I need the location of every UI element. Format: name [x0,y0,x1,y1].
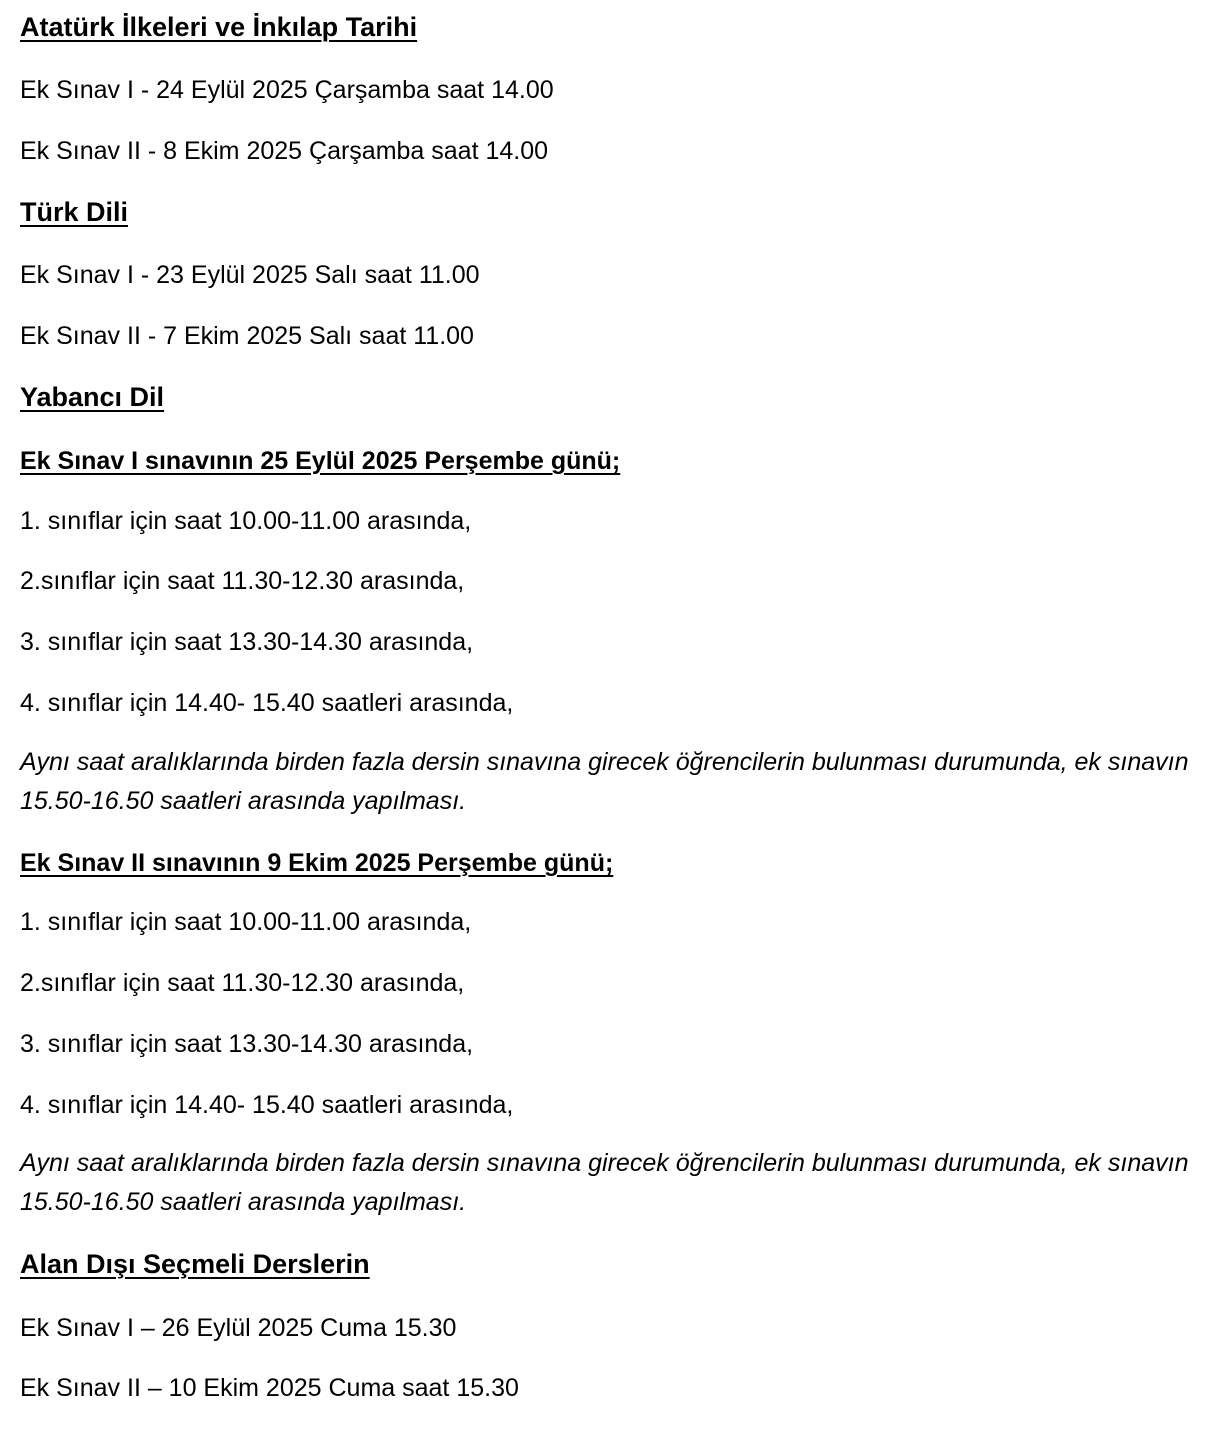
yabanci-dil-exam-2-heading: Ek Sınav II sınavının 9 Ekim 2025 Perşembe günü; [20,849,614,877]
yabanci-dil-exam-1-note: Aynı saat aralıklarında birden fazla dersin sınavına girecek öğrencilerin bulunması durumunda, ek sınavın 15.50-16.50 saatleri arasında yapılması. [20,748,1189,815]
ataturk-exam-2: Ek Sınav II - 8 Ekim 2025 Çarşamba saat 14.00 [20,137,549,165]
section-title-alan-disi: Alan Dışı Seçmeli Derslerin [20,1249,370,1279]
yabanci-dil-exam-2-item: 3. sınıflar için saat 13.30-14.30 arasında, [20,1030,474,1058]
section-title-turk-dili: Türk Dili [20,197,129,227]
yabanci-dil-exam-1-heading: Ek Sınav I sınavının 25 Eylül 2025 Perşembe günü; [20,447,621,475]
yabanci-dil-exam-1-item: 2.sınıflar için saat 11.30-12.30 arasında, [20,567,465,595]
turk-dili-exam-2: Ek Sınav II - 7 Ekim 2025 Salı saat 11.00 [20,322,474,350]
section-title-yabanci-dil: Yabancı Dil [20,382,165,412]
section-title-ataturk: Atatürk İlkeleri ve İnkılap Tarihi [20,12,418,42]
alan-disi-exam-2: Ek Sınav II – 10 Ekim 2025 Cuma saat 15.30 [20,1374,519,1402]
yabanci-dil-exam-2-item: 2.sınıflar için saat 11.30-12.30 arasında, [20,969,465,997]
turk-dili-exam-1: Ek Sınav I - 23 Eylül 2025 Salı saat 11.00 [20,261,480,289]
yabanci-dil-exam-1-item: 3. sınıflar için saat 13.30-14.30 arasında, [20,628,474,656]
yabanci-dil-exam-2-note: Aynı saat aralıklarında birden fazla dersin sınavına girecek öğrencilerin bulunması durumunda, ek sınavın 15.50-16.50 saatleri arasında yapılması. [20,1149,1189,1216]
yabanci-dil-exam-2-item: 4. sınıflar için 14.40- 15.40 saatleri arasında, [20,1091,514,1119]
yabanci-dil-exam-1-item: 1. sınıflar için saat 10.00-11.00 arasında, [20,507,472,535]
ataturk-exam-1: Ek Sınav I - 24 Eylül 2025 Çarşamba saat 14.00 [20,76,554,104]
yabanci-dil-exam-1-item: 4. sınıflar için 14.40- 15.40 saatleri arasında, [20,689,514,717]
yabanci-dil-exam-2-item: 1. sınıflar için saat 10.00-11.00 arasında, [20,908,472,936]
alan-disi-exam-1: Ek Sınav I – 26 Eylül 2025 Cuma 15.30 [20,1314,457,1342]
